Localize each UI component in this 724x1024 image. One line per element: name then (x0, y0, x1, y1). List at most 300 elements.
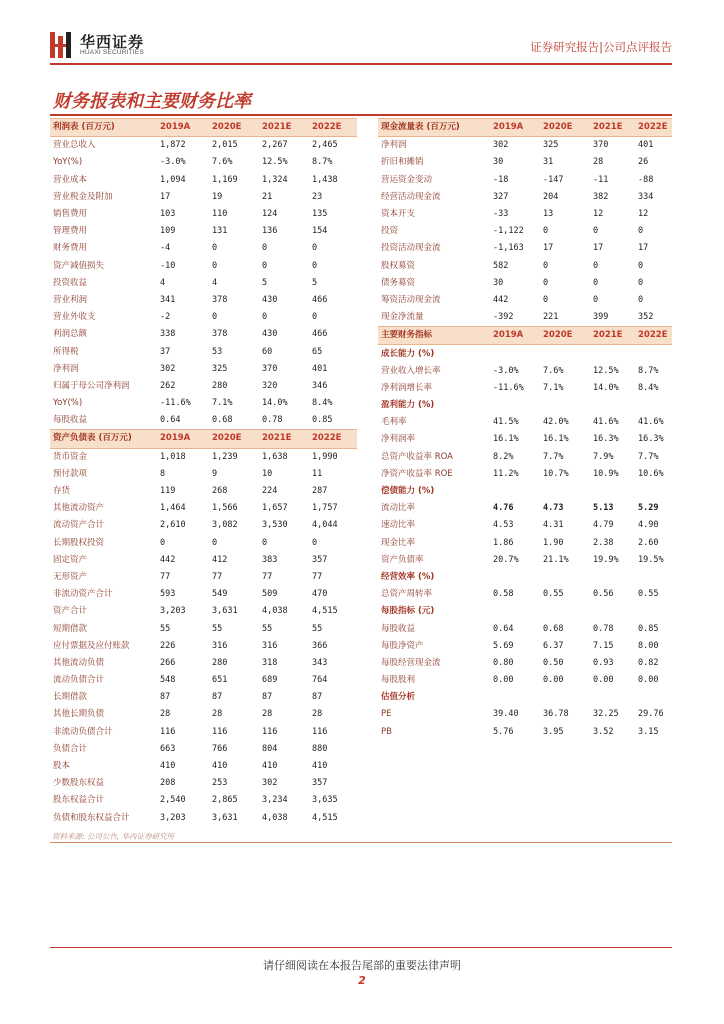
value-cell: 77 (312, 571, 323, 582)
row-label: 估值分析 (381, 692, 416, 703)
row-label: 利润总额 (53, 329, 88, 340)
row-label: 其他流动负债 (53, 657, 105, 668)
table-row (378, 655, 672, 672)
value-cell: 0.55 (543, 589, 564, 600)
value-cell: 470 (312, 589, 328, 600)
row-label: 经营效率 (%) (381, 571, 435, 582)
value-cell: 1,094 (160, 174, 186, 185)
value-cell: 31 (543, 157, 554, 168)
value-cell: 10 (262, 468, 273, 479)
value-cell: 154 (312, 226, 328, 237)
value-cell: 0 (312, 312, 318, 323)
logo-text-cn: 华西证券 (80, 33, 145, 51)
table-row (50, 483, 357, 500)
value-cell: 0.56 (593, 589, 614, 600)
page-header (50, 30, 672, 60)
value-cell: 1,464 (160, 503, 186, 514)
value-cell: 208 (160, 778, 176, 789)
value-cell: 0 (262, 243, 268, 254)
value-cell: 55 (160, 623, 171, 634)
value-cell: 116 (312, 726, 328, 737)
value-cell: 1,990 (312, 451, 338, 462)
table-row (378, 275, 672, 292)
value-cell (635, 397, 672, 414)
table-row (378, 672, 672, 689)
value-cell: 5.69 (493, 640, 514, 651)
value-cell: 16.3% (638, 434, 664, 445)
value-cell (540, 603, 590, 620)
value-cell: 19.9% (593, 554, 619, 565)
row-label: 每股收益 (53, 415, 88, 426)
value-cell: 29.76 (638, 709, 664, 720)
value-cell: 124 (262, 209, 278, 220)
row-label: 主要财务指标 (378, 327, 490, 345)
value-cell: 26 (638, 157, 649, 168)
table-category-row (378, 483, 672, 500)
table-row (378, 466, 672, 483)
value-cell: 8.2% (493, 451, 514, 462)
value-cell: 12 (638, 209, 649, 220)
value-cell (490, 569, 540, 586)
value-cell: 412 (212, 554, 228, 565)
value-cell: 23 (312, 191, 323, 202)
value-cell: 8 (160, 468, 166, 479)
value-cell: 224 (262, 486, 278, 497)
value-cell: 87 (312, 692, 323, 703)
value-cell: 2,267 (262, 140, 288, 151)
value-cell: 4,515 (312, 812, 338, 823)
value-cell: -18 (493, 174, 509, 185)
row-label: 偿债能力 (%) (381, 486, 435, 497)
row-label: 营业外收支 (53, 312, 96, 323)
legal-disclaimer-note: 请仔细阅读在本报告尾部的重要法律声明 (263, 959, 461, 972)
row-label: 速动比率 (381, 520, 416, 531)
value-cell: 19.5% (638, 554, 664, 565)
value-cell: 327 (493, 191, 509, 202)
row-label: 无形资产 (53, 571, 88, 582)
value-cell: 3,631 (212, 606, 238, 617)
table-row (378, 223, 672, 240)
table-row (50, 535, 357, 552)
year-header-cell: 2021E (590, 327, 635, 345)
value-cell: -1,122 (493, 226, 524, 237)
year-header-cell: 2019A (157, 430, 209, 448)
value-cell: 1,566 (212, 503, 238, 514)
value-cell: 318 (262, 657, 278, 668)
value-cell: 109 (160, 226, 176, 237)
table-row (50, 552, 357, 569)
row-label: 经营活动现金流 (381, 191, 441, 202)
value-cell: 0 (593, 277, 599, 288)
value-cell: 12 (593, 209, 604, 220)
table-row (50, 603, 357, 620)
value-cell: 21 (262, 191, 273, 202)
row-label: YoY(%) (53, 398, 83, 409)
row-label: 总资产收益率 ROA (381, 451, 453, 462)
value-cell: 2.38 (593, 537, 614, 548)
value-cell: 20.7% (493, 554, 519, 565)
table-row (50, 395, 357, 412)
table-row (378, 240, 672, 257)
value-cell: 466 (312, 294, 328, 305)
table-row (50, 706, 357, 723)
table-row (50, 741, 357, 758)
value-cell: 2.60 (638, 537, 659, 548)
value-cell: 338 (160, 329, 176, 340)
table-row (50, 810, 357, 827)
value-cell: 689 (262, 675, 278, 686)
row-label: 非流动资产合计 (53, 589, 113, 600)
value-cell: 5.13 (593, 503, 614, 514)
row-label: 筹资活动现金流 (381, 294, 441, 305)
value-cell (635, 689, 672, 706)
cashflow-ratios-table (378, 118, 672, 741)
value-cell: 30 (493, 157, 504, 168)
value-cell: 9 (212, 468, 218, 479)
value-cell: 3.15 (638, 726, 659, 737)
value-cell: -10 (160, 260, 176, 271)
row-label: 股本 (53, 761, 71, 772)
value-cell: 3,234 (262, 795, 288, 806)
value-cell: 352 (638, 312, 654, 323)
table-row (50, 775, 357, 792)
value-cell: 0 (593, 260, 599, 271)
year-header-cell: 2019A (490, 327, 540, 345)
value-cell: 53 (212, 346, 223, 357)
value-cell: 3,082 (212, 520, 238, 531)
row-label: 营运资金变动 (381, 174, 433, 185)
value-cell: 383 (262, 554, 278, 565)
value-cell: 370 (593, 140, 609, 151)
page-number: 2 (358, 974, 366, 987)
table-row (50, 172, 357, 189)
value-cell: 7.1% (543, 382, 564, 393)
row-label: 管理费用 (53, 226, 88, 237)
value-cell: 549 (212, 589, 228, 600)
value-cell: 766 (212, 743, 228, 754)
table-header-row (50, 119, 357, 137)
value-cell (490, 603, 540, 620)
value-cell: 116 (160, 726, 176, 737)
value-cell: 3,203 (160, 812, 186, 823)
value-cell: 7.9% (593, 451, 614, 462)
row-label: 债务募资 (381, 277, 416, 288)
value-cell: 357 (312, 554, 328, 565)
year-header-cell: 2022E (635, 327, 672, 345)
row-label: 营业总收入 (53, 140, 96, 151)
row-label: 股东权益合计 (53, 795, 105, 806)
value-cell: -88 (638, 174, 654, 185)
value-cell: 357 (312, 778, 328, 789)
row-label: 资产合计 (53, 606, 88, 617)
value-cell: 764 (312, 675, 328, 686)
value-cell: 0.55 (638, 589, 659, 600)
value-cell: 226 (160, 640, 176, 651)
table-row (50, 655, 357, 672)
value-cell: 663 (160, 743, 176, 754)
value-cell: 4.90 (638, 520, 659, 531)
value-cell: 16.3% (593, 434, 619, 445)
value-cell: 136 (262, 226, 278, 237)
value-cell: 0.50 (543, 657, 564, 668)
value-cell (590, 397, 635, 414)
row-label: 少数股东权益 (53, 778, 105, 789)
value-cell: 8.4% (638, 382, 659, 393)
table-row (378, 724, 672, 741)
value-cell: 0 (262, 260, 268, 271)
value-cell: 430 (262, 294, 278, 305)
value-cell: 253 (212, 778, 228, 789)
value-cell: 382 (593, 191, 609, 202)
table-row (378, 535, 672, 552)
value-cell (540, 689, 590, 706)
table-row (50, 672, 357, 689)
value-cell: 0 (212, 537, 218, 548)
row-label: 货币资金 (53, 451, 88, 462)
value-cell: 30 (493, 277, 504, 288)
value-cell: 103 (160, 209, 176, 220)
row-label: 负债合计 (53, 743, 88, 754)
value-cell: 0 (212, 312, 218, 323)
year-header-cell: 2019A (157, 119, 209, 137)
table-row (378, 517, 672, 534)
value-cell: 0 (543, 277, 549, 288)
value-cell: 0.80 (493, 657, 514, 668)
value-cell: 0 (638, 277, 644, 288)
value-cell: 1,657 (262, 503, 288, 514)
value-cell: 343 (312, 657, 328, 668)
value-cell: 266 (160, 657, 176, 668)
table-row (378, 500, 672, 517)
value-cell: 370 (262, 363, 278, 374)
year-header-cell: 2022E (635, 119, 672, 137)
value-cell: 3.52 (593, 726, 614, 737)
year-header-cell: 2022E (309, 430, 357, 448)
table-row (50, 412, 357, 430)
value-cell (490, 345, 540, 363)
value-cell: 5.76 (493, 726, 514, 737)
value-cell: 366 (312, 640, 328, 651)
value-cell: 28 (262, 709, 273, 720)
value-cell: 466 (312, 329, 328, 340)
row-label: 资本开支 (381, 209, 416, 220)
row-label: 流动比率 (381, 503, 416, 514)
value-cell: 7.15 (593, 640, 614, 651)
value-cell: 4.31 (543, 520, 564, 531)
logo-text-en: HUAXI SECURITIES (80, 49, 144, 56)
value-cell: 8.7% (312, 157, 333, 168)
value-cell: 1,169 (212, 174, 238, 185)
table-row (50, 292, 357, 309)
value-cell: 8.4% (312, 398, 333, 409)
source-note: 资料来源: 公司公告, 华西证券研究所 (52, 832, 175, 841)
row-label: 投资 (381, 226, 399, 237)
value-cell: 1,018 (160, 451, 186, 462)
table-row (50, 206, 357, 223)
table-row (50, 240, 357, 257)
value-cell: 135 (312, 209, 328, 220)
value-cell: 0.78 (593, 623, 614, 634)
value-cell: 39.40 (493, 709, 519, 720)
row-label: 净利润率 (381, 434, 416, 445)
row-label: 应付票据及应付账款 (53, 640, 130, 651)
value-cell: -3.0% (493, 365, 519, 376)
value-cell: 0.68 (212, 415, 233, 426)
table-row (378, 380, 672, 397)
value-cell: -4 (160, 243, 171, 254)
value-cell: 4 (160, 277, 166, 288)
row-label: 流动负债合计 (53, 675, 105, 686)
value-cell: 87 (160, 692, 171, 703)
section-title: 财务报表和主要财务比率 (53, 91, 251, 112)
value-cell: 0 (312, 260, 318, 271)
value-cell: 378 (212, 329, 228, 340)
value-cell: 13 (543, 209, 554, 220)
value-cell: 410 (262, 761, 278, 772)
table-row (50, 448, 357, 466)
table-bottom-divider (50, 842, 672, 843)
row-label: 每股净资产 (381, 640, 424, 651)
value-cell: 7.1% (212, 398, 233, 409)
table-row (50, 517, 357, 534)
value-cell: 2,540 (160, 795, 186, 806)
value-cell: 12.5% (262, 157, 288, 168)
table-row (50, 500, 357, 517)
value-cell: 87 (212, 692, 223, 703)
value-cell: 5 (262, 277, 268, 288)
value-cell: 10.6% (638, 468, 664, 479)
value-cell: 28 (160, 709, 171, 720)
section-divider (50, 114, 672, 116)
value-cell: 32.25 (593, 709, 619, 720)
table-row (50, 258, 357, 275)
table-row (50, 275, 357, 292)
value-cell: 41.6% (593, 417, 619, 428)
value-cell: 0.64 (493, 623, 514, 634)
value-cell: 19 (212, 191, 223, 202)
value-cell: 410 (160, 761, 176, 772)
value-cell: 77 (160, 571, 171, 582)
value-cell: 0.85 (638, 623, 659, 634)
value-cell: 11 (312, 468, 323, 479)
value-cell: 1,239 (212, 451, 238, 462)
value-cell: 0 (638, 260, 644, 271)
value-cell: 399 (593, 312, 609, 323)
row-label: 净利润增长率 (381, 382, 433, 393)
value-cell: -2 (160, 312, 171, 323)
row-label: 成长能力 (%) (381, 348, 435, 359)
value-cell: 4 (212, 277, 218, 288)
value-cell (635, 345, 672, 363)
row-label: 流动资产合计 (53, 520, 105, 531)
row-label: 固定资产 (53, 554, 88, 565)
value-cell: 17 (160, 191, 171, 202)
value-cell: 880 (312, 743, 328, 754)
table-row (378, 706, 672, 723)
value-cell: -1,163 (493, 243, 524, 254)
row-label: YoY(%) (53, 157, 83, 168)
value-cell: -392 (493, 312, 514, 323)
value-cell: 0 (593, 226, 599, 237)
row-label: 长期借款 (53, 692, 88, 703)
row-label: 盈利能力 (%) (381, 400, 435, 411)
value-cell: 55 (312, 623, 323, 634)
table-row (50, 326, 357, 343)
value-cell: 0.58 (493, 589, 514, 600)
value-cell: 0.93 (593, 657, 614, 668)
value-cell: 17 (543, 243, 554, 254)
value-cell: 0.82 (638, 657, 659, 668)
row-label: 资产负债表 (百万元) (50, 430, 157, 448)
table-row (50, 378, 357, 395)
value-cell: 0 (543, 260, 549, 271)
row-label: 其他长期负债 (53, 709, 105, 720)
value-cell: 0.00 (543, 675, 564, 686)
value-cell: 548 (160, 675, 176, 686)
value-cell: 302 (262, 778, 278, 789)
row-label: 投资活动现金流 (381, 243, 441, 254)
table-header-row (378, 327, 672, 345)
value-cell: 2,015 (212, 140, 238, 151)
year-header-cell: 2021E (259, 119, 309, 137)
value-cell: 4.53 (493, 520, 514, 531)
table-row (378, 154, 672, 171)
value-cell: 3,631 (212, 812, 238, 823)
row-label: 长期股权投资 (53, 537, 105, 548)
value-cell: 7.6% (543, 365, 564, 376)
value-cell: 14.0% (593, 382, 619, 393)
value-cell: 4,038 (262, 606, 288, 617)
table-category-row (378, 689, 672, 706)
year-header-cell: 2022E (309, 119, 357, 137)
value-cell: 509 (262, 589, 278, 600)
row-label: 其他流动资产 (53, 503, 105, 514)
value-cell: 7.7% (543, 451, 564, 462)
value-cell: 410 (312, 761, 328, 772)
row-label: 归属于母公司净利润 (53, 380, 130, 391)
value-cell: -147 (543, 174, 564, 185)
row-label: 负债和股东权益合计 (53, 812, 130, 823)
table-row (378, 552, 672, 569)
value-cell: 0 (593, 294, 599, 305)
value-cell (490, 483, 540, 500)
table-row (50, 638, 357, 655)
row-label: 总资产周转率 (381, 589, 433, 600)
table-row (378, 586, 672, 603)
value-cell: 14.0% (262, 398, 288, 409)
value-cell: 16.1% (543, 434, 569, 445)
value-cell: 1.90 (543, 537, 564, 548)
huaxi-logo-icon (50, 32, 72, 58)
value-cell: 262 (160, 380, 176, 391)
value-cell: 316 (262, 640, 278, 651)
value-cell: 16.1% (493, 434, 519, 445)
value-cell: 5.29 (638, 503, 659, 514)
value-cell: 4,038 (262, 812, 288, 823)
row-label: 现金净流量 (381, 312, 424, 323)
table-row (50, 343, 357, 360)
value-cell: 0.00 (638, 675, 659, 686)
value-cell: 593 (160, 589, 176, 600)
footer-divider (50, 947, 672, 948)
value-cell: 2,465 (312, 140, 338, 151)
table-row (378, 292, 672, 309)
value-cell: -11.6% (160, 398, 191, 409)
row-label: PB (381, 726, 392, 737)
table-row (50, 724, 357, 741)
value-cell: 4,515 (312, 606, 338, 617)
value-cell: 8.7% (638, 365, 659, 376)
